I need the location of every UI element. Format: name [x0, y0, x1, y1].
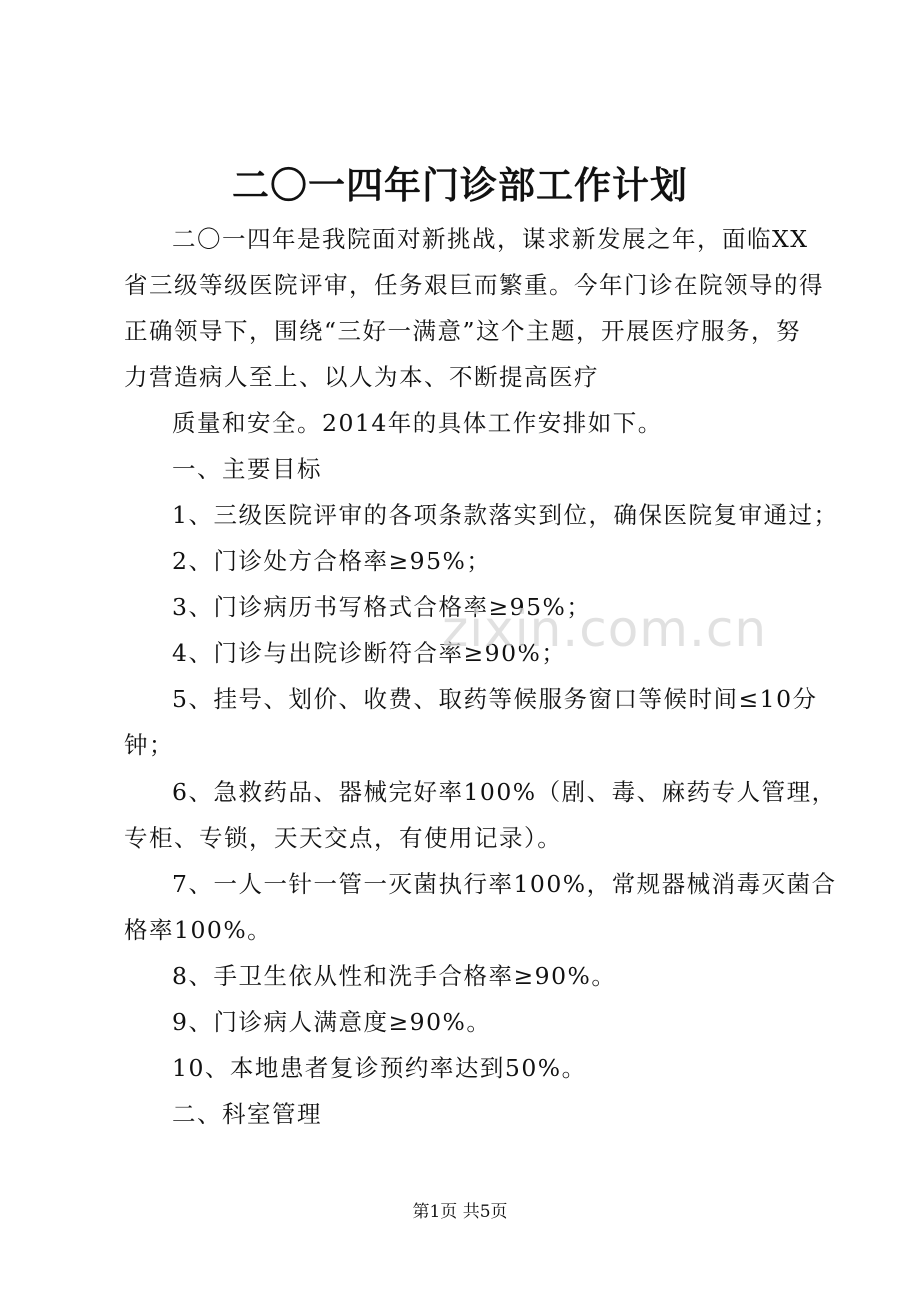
page-footer: 第1页 共5页 — [412, 1202, 508, 1222]
list-item: 10、本地患者复诊预约率达到50%。 — [172, 1054, 587, 1082]
list-item: 2、门诊处方合格率≥95%； — [172, 547, 492, 575]
paragraph-line: 正确领导下，围绕“三好一满意”这个主题，开展医疗服务，努 — [124, 317, 802, 345]
list-item: 6、急救药品、器械完好率100%（剧、毒、麻药专人管理， — [172, 778, 837, 806]
section-heading: 一、主要目标 — [172, 455, 322, 483]
document-title: 二〇一四年门诊部工作计划 — [232, 163, 688, 207]
list-item: 4、门诊与出院诊断符合率≥90%； — [172, 639, 567, 667]
list-item: 5、挂号、划价、收费、取药等候服务窗口等候时间≤10分 — [172, 685, 818, 713]
list-item: 8、手卫生依从性和洗手合格率≥90%。 — [172, 962, 617, 990]
paragraph-line: 省三级等级医院评审，任务艰巨而繁重。今年门诊在院领导的得 — [124, 271, 824, 299]
list-item: 7、一人一针一管一灭菌执行率100%，常规器械消毒灭菌合 — [172, 870, 837, 898]
watermark: zixin.com.cn — [442, 600, 768, 658]
paragraph-line: 质量和安全。2014年的具体工作安排如下。 — [172, 409, 663, 437]
list-item: 3、门诊病历书写格式合格率≥95%； — [172, 593, 592, 621]
section-heading: 二、科室管理 — [172, 1100, 322, 1128]
list-item-continuation: 钟； — [124, 731, 174, 759]
paragraph-line: 力营造病人至上、以人为本、不断提高医疗 — [124, 363, 599, 391]
paragraph-line: 二〇一四年是我院面对新挑战，谋求新发展之年，面临XX — [172, 225, 809, 253]
list-item: 1、三级医院评审的各项条款落实到位，确保医院复审通过； — [172, 501, 839, 529]
list-item-continuation: 专柜、专锁，天天交点，有使用记录）。 — [124, 824, 563, 852]
list-item: 9、门诊病人满意度≥90%。 — [172, 1008, 492, 1036]
list-item-continuation: 格率100%。 — [124, 916, 273, 944]
